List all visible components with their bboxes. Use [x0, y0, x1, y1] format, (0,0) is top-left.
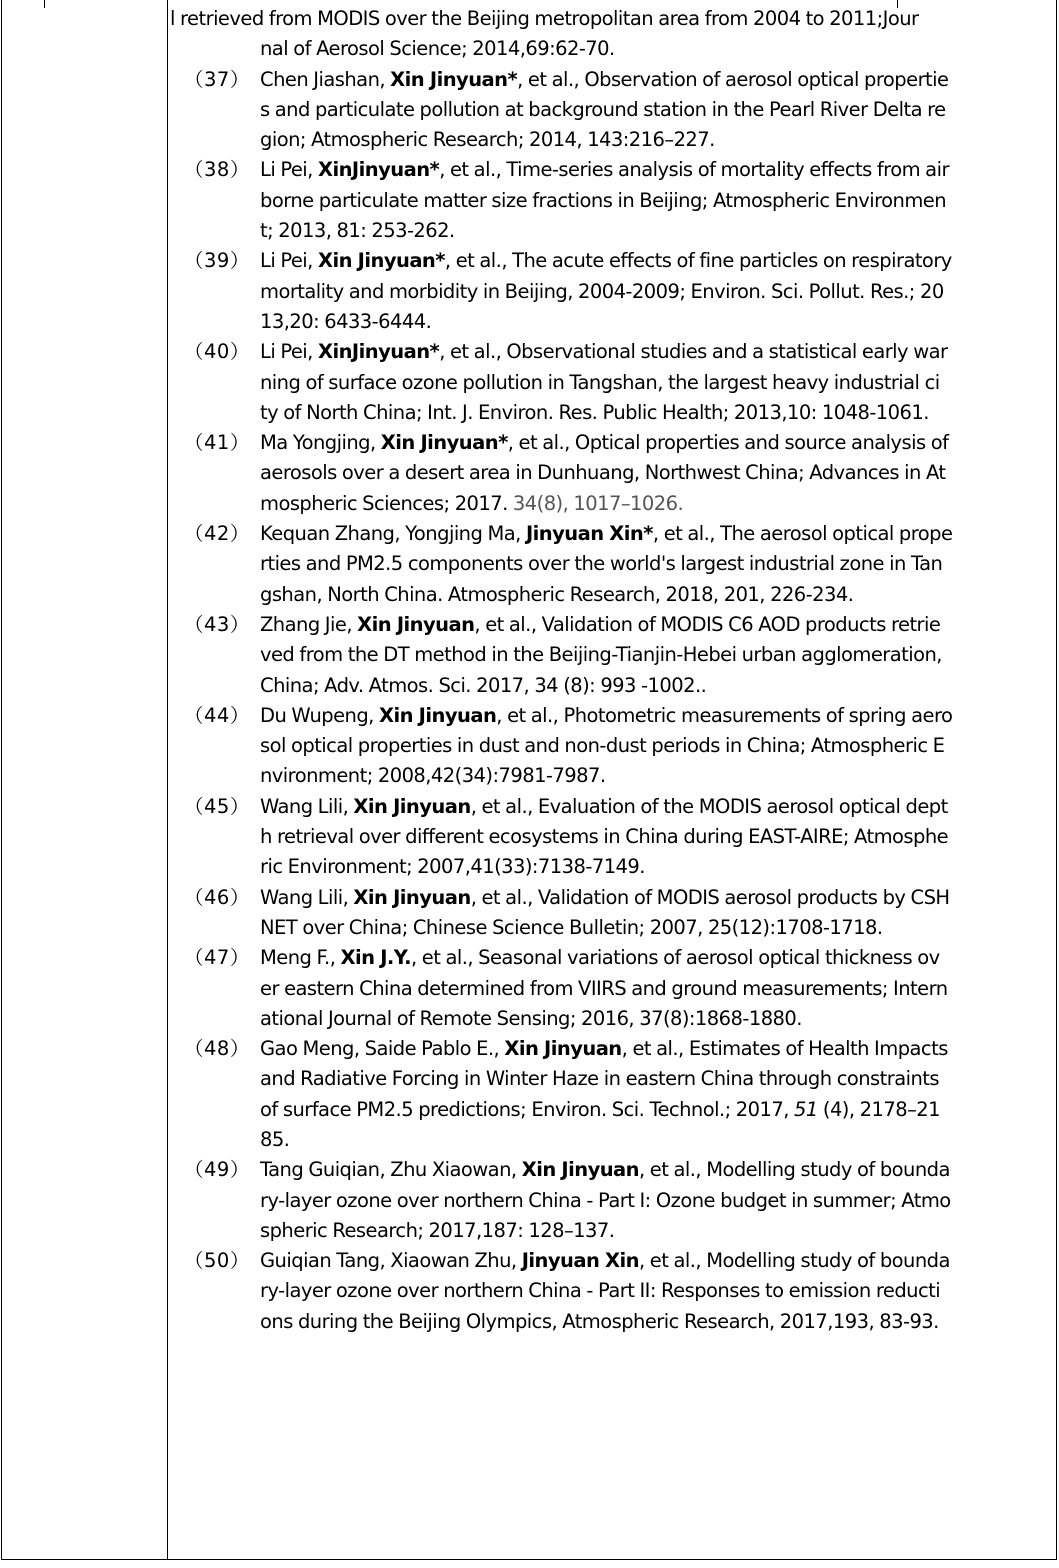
reference-line — [170, 1034, 1056, 1064]
reference-text: , et al., Time-series analysis of mortality effects from air — [439, 158, 949, 182]
reference-line — [170, 913, 1056, 943]
reference-text: Chen Jiashan, — [260, 67, 391, 91]
reference-entry — [170, 65, 1056, 156]
reference-number: （46） — [184, 885, 250, 909]
reference-text: (4), 2178–21 — [817, 1097, 940, 1121]
reference-entry — [170, 943, 1056, 1034]
reference-entry — [170, 428, 1056, 519]
reference-text: Meng F., — [260, 946, 341, 970]
reference-text: , et al., Modelling study of bounda — [639, 1158, 950, 1182]
reference-text: Guiqian Tang, Xiaowan Zhu, — [260, 1249, 522, 1273]
reference-line — [170, 458, 1056, 488]
reference-text: rties and PM2.5 components over the world's largest industrial zone in Tan — [260, 552, 943, 576]
reference-text: ty of North China; Int. J. Environ. Res. Public Health; 2013,10: 1048-1061. — [260, 400, 929, 424]
reference-text: Zhang Jie, — [260, 612, 358, 636]
reference-number: （39） — [184, 249, 250, 273]
reference-text: Du Wupeng, — [260, 703, 379, 727]
author-highlight: Xin Jinyuan — [504, 1037, 622, 1061]
reference-line — [170, 489, 1056, 519]
reference-line — [170, 1155, 1056, 1185]
reference-line — [170, 1004, 1056, 1034]
reference-line — [170, 1095, 1056, 1125]
reference-text: 34(8), 1017–1026. — [512, 491, 684, 515]
reference-text: Wang Lili, — [260, 885, 354, 909]
top-border-tick — [44, 0, 45, 8]
author-highlight: Xin Jinyuan — [353, 885, 471, 909]
reference-line — [170, 580, 1056, 610]
reference-line — [170, 398, 1056, 428]
reference-entry — [170, 701, 1056, 792]
reference-text: er eastern China determined from VIIRS and ground measurements; Intern — [260, 976, 948, 1000]
reference-text: and Radiative Forcing in Winter Haze in eastern China through constraints — [260, 1067, 940, 1091]
author-highlight: Xin Jinyuan — [353, 794, 471, 818]
reference-text: , et al., Photometric measurements of spring aero — [496, 703, 953, 727]
reference-line — [170, 701, 1056, 731]
reference-text: aerosols over a desert area in Dunhuang, Northwest China; Advances in At — [260, 461, 946, 485]
reference-line — [170, 368, 1056, 398]
reference-entry — [170, 155, 1056, 246]
author-highlight: XinJinyuan* — [317, 158, 440, 182]
reference-number: （43） — [184, 612, 250, 636]
reference-line — [170, 883, 1056, 913]
reference-line — [170, 307, 1056, 337]
reference-text: , et al., Evaluation of the MODIS aerosol optical dept — [470, 794, 948, 818]
reference-line — [170, 155, 1056, 185]
reference-line — [170, 1186, 1056, 1216]
reference-number: （50） — [184, 1249, 250, 1273]
reference-line — [170, 65, 1056, 95]
reference-line — [170, 1276, 1056, 1306]
reference-text: ric Environment; 2007,41(33):7138-7149. — [260, 855, 645, 879]
reference-entry — [170, 4, 1056, 65]
reference-text: borne particulate matter size fractions in Beijing; Atmospheric Environmen — [260, 188, 947, 212]
reference-text: nal of Aerosol Science; 2014,69:62-70. — [260, 37, 615, 61]
reference-text: mortality and morbidity in Beijing, 2004-2009; Environ. Sci. Pollut. Res.; 20 — [260, 279, 944, 303]
reference-line — [170, 731, 1056, 761]
reference-number: （48） — [184, 1037, 250, 1061]
reference-text: Gao Meng, Saide Pablo E., — [260, 1037, 505, 1061]
reference-number: （41） — [184, 431, 250, 455]
volume-number: 51 — [794, 1097, 818, 1121]
reference-entry — [170, 1246, 1056, 1337]
reference-line — [170, 4, 1056, 34]
reference-line — [170, 186, 1056, 216]
reference-text: t; 2013, 81: 253-262. — [260, 219, 455, 243]
reference-line — [170, 277, 1056, 307]
reference-line — [170, 337, 1056, 367]
reference-text: China; Adv. Atmos. Sci. 2017, 34 (8): 993 -1002.. — [260, 673, 707, 697]
reference-entry — [170, 337, 1056, 428]
reference-entry — [170, 883, 1056, 944]
reference-text: mospheric Sciences; 2017. — [260, 491, 513, 515]
reference-line — [170, 34, 1056, 64]
reference-entry — [170, 1034, 1056, 1155]
reference-line — [170, 943, 1056, 973]
reference-text: , et al., Modelling study of bounda — [639, 1249, 950, 1273]
reference-text: s and particulate pollution at background station in the Pearl River Delta re — [260, 97, 946, 121]
reference-number: （38） — [184, 158, 250, 182]
reference-number: （37） — [184, 67, 250, 91]
reference-line — [170, 549, 1056, 579]
author-highlight: Xin Jinyuan — [357, 612, 475, 636]
reference-text: Li Pei, — [260, 158, 318, 182]
reference-text: ational Journal of Remote Sensing; 2016, 37(8):1868-1880. — [260, 1006, 802, 1030]
reference-text: Tang Guiqian, Zhu Xiaowan, — [260, 1158, 522, 1182]
reference-number: （47） — [184, 946, 250, 970]
reference-line — [170, 792, 1056, 822]
reference-line — [170, 1246, 1056, 1276]
reference-text: NET over China; Chinese Science Bulletin; 2007, 25(12):1708-1718. — [260, 915, 883, 939]
reference-line — [170, 640, 1056, 670]
reference-line — [170, 610, 1056, 640]
author-highlight: Xin Jinyuan* — [317, 249, 445, 273]
reference-text: Ma Yongjing, — [260, 431, 381, 455]
author-highlight: Xin Jinyuan* — [390, 67, 518, 91]
reference-text: 13,20: 6433-6444. — [260, 309, 432, 333]
reference-text: 85. — [260, 1127, 290, 1151]
reference-line — [170, 246, 1056, 276]
reference-text: gshan, North China. Atmospheric Research, 2018, 201, 226-234. — [260, 582, 854, 606]
author-highlight: Xin Jinyuan — [521, 1158, 639, 1182]
reference-line — [170, 1125, 1056, 1155]
reference-text: Li Pei, — [260, 340, 318, 364]
author-highlight: Xin Jinyuan* — [380, 431, 508, 455]
reference-entry — [170, 610, 1056, 701]
reference-line — [170, 852, 1056, 882]
reference-line — [170, 428, 1056, 458]
author-highlight: XinJinyuan* — [317, 340, 440, 364]
reference-text: h retrieval over different ecosystems in China during EAST-AIRE; Atmosphe — [260, 825, 949, 849]
reference-text: l retrieved from MODIS over the Beijing metropolitan area from 2004 to 2011;Jour — [170, 7, 919, 30]
author-highlight: Xin J.Y. — [340, 946, 411, 970]
reference-text: , et al., The acute effects of fine particles on respiratory — [444, 249, 952, 273]
column-divider — [167, 0, 168, 1559]
reference-text: of surface PM2.5 predictions; Environ. Sci. Technol.; 2017, — [260, 1097, 795, 1121]
author-highlight: Xin Jinyuan — [378, 703, 497, 727]
reference-text: ons during the Beijing Olympics, Atmospheric Research, 2017,193, 83-93. — [260, 1309, 939, 1333]
reference-text: , et al., Estimates of Health Impacts — [621, 1037, 948, 1061]
reference-text: gion; Atmospheric Research; 2014, 143:216–227. — [260, 128, 715, 152]
reference-text: , et al., Observational studies and a statistical early war — [439, 340, 948, 364]
reference-entry — [170, 246, 1056, 337]
reference-line — [170, 216, 1056, 246]
reference-list — [170, 4, 1056, 1337]
reference-text: , et al., Validation of MODIS aerosol products by CSH — [470, 885, 950, 909]
reference-number: （49） — [184, 1158, 250, 1182]
reference-text: ning of surface ozone pollution in Tangshan, the largest heavy industrial ci — [260, 370, 940, 394]
reference-line — [170, 1216, 1056, 1246]
reference-text: , et al., The aerosol optical prope — [652, 522, 953, 546]
reference-number: （40） — [184, 340, 250, 364]
reference-text: , et al., Seasonal variations of aerosol optical thickness ov — [410, 946, 940, 970]
reference-line — [170, 95, 1056, 125]
reference-line — [170, 125, 1056, 155]
reference-text: , et al., Validation of MODIS C6 AOD products retrie — [474, 612, 941, 636]
reference-line — [170, 1307, 1056, 1337]
reference-number: （42） — [184, 522, 250, 546]
reference-number: （45） — [184, 794, 250, 818]
reference-line — [170, 974, 1056, 1004]
reference-line — [170, 519, 1056, 549]
reference-text: , et al., Optical properties and source analysis of — [507, 431, 949, 455]
reference-table — [1, 0, 1057, 1560]
reference-text: sol optical properties in dust and non-dust periods in China; Atmospheric E — [260, 734, 945, 758]
reference-text: ry-layer ozone over northern China - Part II: Responses to emission reducti — [260, 1279, 941, 1303]
author-highlight: Jinyuan Xin — [521, 1249, 639, 1273]
reference-text: spheric Research; 2017,187: 128–137. — [260, 1218, 615, 1242]
reference-entry — [170, 519, 1056, 610]
reference-entry — [170, 792, 1056, 883]
reference-line — [170, 1064, 1056, 1094]
reference-text: nvironment; 2008,42(34):7981-7987. — [260, 764, 606, 788]
author-highlight: Jinyuan Xin* — [525, 522, 653, 546]
reference-text: , et al., Observation of aerosol optical propertie — [517, 67, 949, 91]
reference-line — [170, 761, 1056, 791]
reference-number: （44） — [184, 703, 250, 727]
reference-text: Wang Lili, — [260, 794, 354, 818]
reference-line — [170, 671, 1056, 701]
reference-text: ry-layer ozone over northern China - Part I: Ozone budget in summer; Atmo — [260, 1188, 951, 1212]
reference-entry — [170, 1155, 1056, 1246]
reference-text: Kequan Zhang, Yongjing Ma, — [260, 522, 526, 546]
reference-line — [170, 822, 1056, 852]
reference-text: ved from the DT method in the Beijing-Tianjin-Hebei urban agglomeration, — [260, 643, 942, 667]
reference-text: Li Pei, — [260, 249, 318, 273]
